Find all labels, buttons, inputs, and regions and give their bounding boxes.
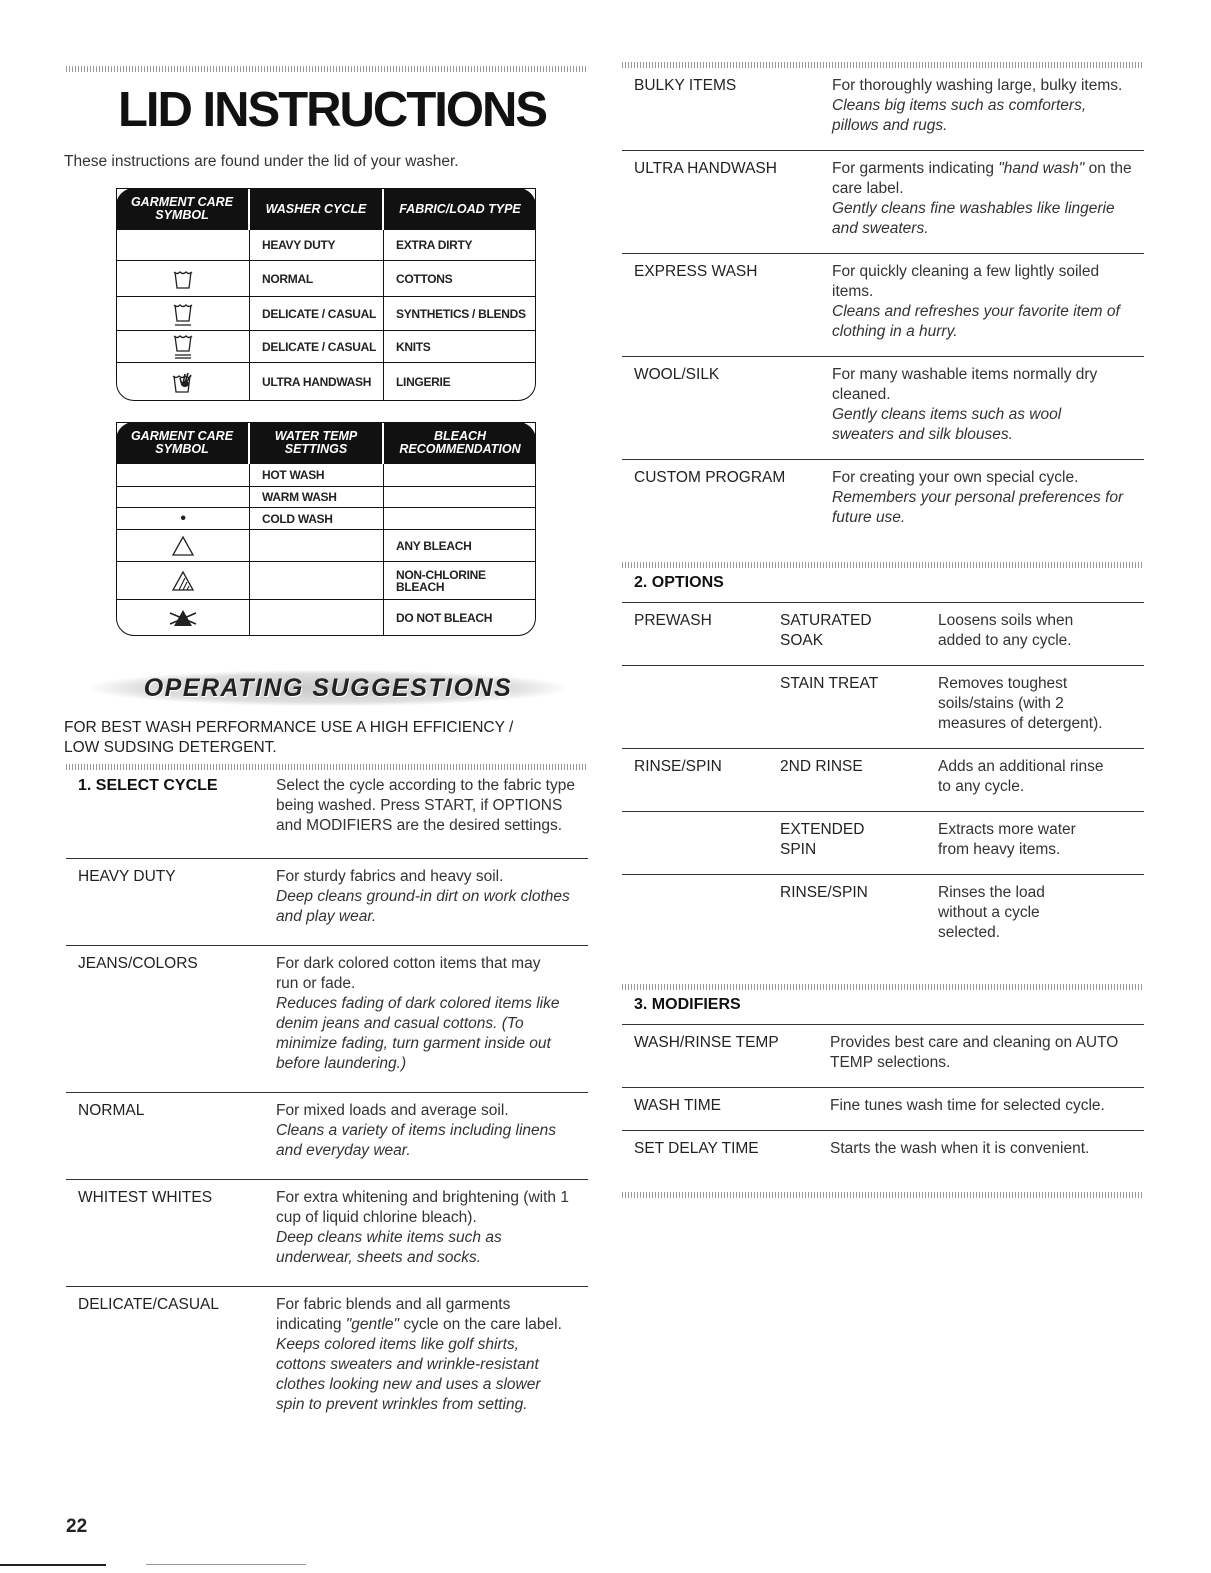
cycle-entry-jeans-colors xyxy=(66,946,588,1093)
header-garment-care: GARMENT CARE SYMBOL xyxy=(130,429,234,456)
header-bleach: BLEACH RECOMMENDATION xyxy=(382,422,536,464)
option-name: RINSE/SPIN xyxy=(780,884,868,901)
table-row xyxy=(117,362,535,400)
cycle-desc-italic: Remembers your personal preferences for future use. xyxy=(832,489,1124,526)
bleach-cell: DO NOT BLEACH xyxy=(383,600,535,635)
cycle-cell: NORMAL xyxy=(249,261,383,296)
cycle-desc-italic: Deep cleans white items such as underwear, sheets and socks. xyxy=(276,1229,502,1266)
option-desc: Adds an additional rinse to any cycle. xyxy=(938,758,1104,795)
symbol-cell xyxy=(117,487,249,507)
select-cycle-section xyxy=(66,768,588,1433)
tub-single-bar-icon xyxy=(117,297,249,330)
bottom-rule-right xyxy=(146,1564,306,1565)
cycle-entry-normal xyxy=(66,1093,588,1180)
cycle-entry-express-wash xyxy=(622,254,1144,357)
cycle-label: EXPRESS WASH xyxy=(634,263,758,280)
option-row xyxy=(622,875,1144,957)
option-desc: Loosens soils when added to any cycle. xyxy=(938,612,1074,649)
header-garment-care: GARMENT CARE SYMBOL xyxy=(130,195,234,222)
table-row xyxy=(117,464,535,486)
cycle-desc-italic: Gently cleans fine washables like lingerie and sweaters. xyxy=(832,200,1115,237)
bottom-rule-left xyxy=(0,1564,106,1566)
cycle-entry-delicate-casual xyxy=(66,1287,588,1433)
cycle-entry-whitest-whites xyxy=(66,1180,588,1287)
cycle-desc-text: For dark colored cotton items that may run or fade. xyxy=(276,955,541,992)
triangle-icon xyxy=(117,530,249,561)
cycle-desc xyxy=(276,1295,566,1415)
fabric-cell: EXTRA DIRTY xyxy=(383,230,535,260)
modifier-desc: Provides best care and cleaning on AUTO TEMP selections. xyxy=(830,1034,1119,1071)
option-desc: Removes toughest soils/stains (with 2 measures of detergent). xyxy=(938,675,1103,732)
top-rule-left xyxy=(66,66,588,72)
header-water-temp: WATER TEMP SETTINGS xyxy=(248,422,382,464)
cycle-label: WHITEST WHITES xyxy=(78,1189,213,1206)
cycle-desc-italic: Keeps colored items like golf shirts, cottons sweaters and wrinkle-resistant clothes looking new and uses a slower spin to prevent wrinkles from setting. xyxy=(276,1336,541,1413)
option-group: PREWASH xyxy=(634,612,712,629)
fabric-cell: KNITS xyxy=(383,331,535,362)
table-row xyxy=(117,599,535,635)
option-row xyxy=(622,749,1144,812)
modifier-desc: Starts the wash when it is convenient. xyxy=(830,1140,1090,1157)
modifier-row xyxy=(622,1131,1144,1167)
table-row xyxy=(117,330,535,362)
do-not-bleach-icon xyxy=(117,600,249,635)
cycle-cell: ULTRA HANDWASH xyxy=(249,363,383,400)
option-desc: Rinses the load without a cycle selected. xyxy=(938,884,1045,941)
option-group xyxy=(622,674,780,734)
cycle-desc-italic: Cleans a variety of items including linens and everyday wear. xyxy=(276,1122,556,1159)
bleach-cell xyxy=(383,464,535,486)
modifier-desc: Fine tunes wash time for selected cycle. xyxy=(830,1097,1105,1114)
bleach-cell xyxy=(383,508,535,529)
modifier-label: SET DELAY TIME xyxy=(634,1140,759,1157)
tub-double-bar-icon xyxy=(117,331,249,362)
options-heading: 2. OPTIONS xyxy=(622,566,1144,603)
washer-cycle-table xyxy=(116,188,536,401)
cycle-desc-text: For extra whitening and brightening (with 1 cup of liquid chlorine bleach). xyxy=(276,1189,569,1226)
table-row xyxy=(117,260,535,296)
cycle-entry-heavy-duty xyxy=(66,859,588,946)
cycle-desc-text: For mixed loads and average soil. xyxy=(276,1102,509,1119)
table-row xyxy=(117,230,535,260)
table-row xyxy=(117,529,535,561)
cycle-desc xyxy=(832,365,1122,445)
cycle-cell: DELICATE / CASUAL xyxy=(249,331,383,362)
option-name: 2ND RINSE xyxy=(780,758,863,775)
cycle-desc-post: cycle on the care label. xyxy=(399,1316,562,1333)
option-row xyxy=(622,812,1144,875)
cycle-desc-pre: For garments indicating xyxy=(832,160,999,177)
fabric-cell: COTTONS xyxy=(383,261,535,296)
temp-cell xyxy=(249,562,383,599)
cycle-cell: DELICATE / CASUAL xyxy=(249,297,383,330)
cycle-desc-text: For quickly cleaning a few lightly soiled items. xyxy=(832,263,1100,300)
table-row xyxy=(117,561,535,599)
cycle-desc-text xyxy=(832,160,1132,197)
banner-text: OPERATING SUGGESTIONS xyxy=(143,673,513,702)
hatched-triangle-icon xyxy=(117,562,249,599)
option-group: RINSE/SPIN xyxy=(634,758,722,775)
water-bleach-table-header xyxy=(116,422,536,464)
cycle-desc xyxy=(832,159,1137,239)
page-title: LID INSTRUCTIONS xyxy=(118,83,547,137)
water-bleach-table xyxy=(116,422,536,636)
options-section xyxy=(622,566,1144,957)
cycle-desc xyxy=(832,262,1122,342)
cycle-desc-text: For creating your own special cycle. xyxy=(832,469,1079,486)
cycle-entry-ultra-handwash xyxy=(622,151,1144,254)
cycle-desc xyxy=(832,76,1132,136)
cold-dot-icon: • xyxy=(180,509,186,527)
rule-bottom-right xyxy=(622,1192,1144,1198)
option-group xyxy=(622,820,780,860)
bleach-cell: ANY BLEACH xyxy=(383,530,535,561)
washer-cycle-table-header xyxy=(116,188,536,230)
cycle-desc xyxy=(832,468,1132,528)
modifier-row xyxy=(622,1088,1144,1131)
temp-cell: WARM WASH xyxy=(249,487,383,507)
cycle-desc-italic: Cleans big items such as comforters, pillows and rugs. xyxy=(832,97,1087,134)
cycle-desc-italic: Reduces fading of dark colored items like denim jeans and casual cottons. (To minimize fading, turn garment inside out before laundering.) xyxy=(276,995,560,1072)
select-cycle-entry xyxy=(66,768,588,859)
fabric-cell: SYNTHETICS / BLENDS xyxy=(383,297,535,330)
cycles-right-section xyxy=(622,68,1144,542)
cycle-desc-text: For many washable items normally dry cleaned. xyxy=(832,366,1098,403)
cycle-desc-text: For sturdy fabrics and heavy soil. xyxy=(276,868,504,885)
hand-wash-icon xyxy=(117,363,249,400)
option-group xyxy=(622,883,780,943)
cycle-label: HEAVY DUTY xyxy=(78,868,176,885)
cycle-label: JEANS/COLORS xyxy=(78,955,198,972)
cycle-entry-custom-program xyxy=(622,460,1144,542)
cycle-label: DELICATE/CASUAL xyxy=(78,1296,219,1313)
select-cycle-heading: 1. SELECT CYCLE xyxy=(78,777,218,794)
cycle-desc-quote: "gentle" xyxy=(345,1316,400,1333)
cycle-entry-bulky-items xyxy=(622,68,1144,151)
header-washer-cycle: WASHER CYCLE xyxy=(248,188,382,230)
cycle-desc-italic: Gently cleans items such as wool sweaters and silk blouses. xyxy=(832,406,1062,443)
option-name: EXTENDED SPIN xyxy=(780,821,865,858)
cycle-label: NORMAL xyxy=(78,1102,145,1119)
temp-cell xyxy=(249,600,383,635)
tub-icon xyxy=(117,261,249,296)
cycle-label: CUSTOM PROGRAM xyxy=(634,469,786,486)
option-desc: Extracts more water from heavy items. xyxy=(938,821,1076,858)
cycle-label: BULKY ITEMS xyxy=(634,77,737,94)
option-row xyxy=(622,603,1144,666)
temp-cell: COLD WASH xyxy=(249,508,383,529)
header-fabric-load: FABRIC/LOAD TYPE xyxy=(382,188,536,230)
cycle-entry-wool-silk xyxy=(622,357,1144,460)
table-row xyxy=(117,507,535,529)
fabric-cell: LINGERIE xyxy=(383,363,535,400)
cycle-desc xyxy=(276,1188,576,1268)
modifier-row xyxy=(622,1025,1144,1088)
cycle-desc-text: For thoroughly washing large, bulky items. xyxy=(832,77,1123,94)
cycle-desc-text xyxy=(276,1296,562,1333)
bleach-cell: NON-CHLORINE BLEACH xyxy=(383,562,535,599)
cycle-desc-post: on the care label. xyxy=(832,160,1132,197)
cycle-desc-italic: Cleans and refreshes your favorite item of clothing in a hurry. xyxy=(832,303,1120,340)
cycle-desc-quote: "hand wash" xyxy=(998,160,1085,177)
cycle-desc-pre: For fabric blends and all garments indicating xyxy=(276,1296,511,1333)
table-row xyxy=(117,486,535,507)
page-number: 22 xyxy=(66,1516,88,1537)
option-name: STAIN TREAT xyxy=(780,675,879,692)
cycle-desc xyxy=(276,1101,566,1161)
modifier-label: WASH TIME xyxy=(634,1097,721,1114)
modifiers-heading: 3. MODIFIERS xyxy=(622,988,1144,1025)
operating-suggestions-banner xyxy=(90,670,566,706)
cycle-label: WOOL/SILK xyxy=(634,366,720,383)
cycle-label: ULTRA HANDWASH xyxy=(634,160,777,177)
cycle-desc xyxy=(276,954,566,1074)
option-name: SATURATED SOAK xyxy=(780,612,872,649)
option-row xyxy=(622,666,1144,749)
table-row xyxy=(117,296,535,330)
symbol-cell xyxy=(117,230,249,260)
select-cycle-desc: Select the cycle according to the fabric type being washed. Press START, if OPTIONS and MODIFIERS are the desired settings. xyxy=(276,777,575,834)
cycle-desc-italic: Deep cleans ground-in dirt on work clothes and play wear. xyxy=(276,888,570,925)
modifier-label: WASH/RINSE TEMP xyxy=(634,1034,779,1051)
bleach-cell xyxy=(383,487,535,507)
temp-cell: HOT WASH xyxy=(249,464,383,486)
cycle-desc xyxy=(276,867,576,927)
temp-cell xyxy=(249,530,383,561)
symbol-cell xyxy=(117,464,249,486)
cycle-cell: HEAVY DUTY xyxy=(249,230,383,260)
modifiers-section xyxy=(622,988,1144,1167)
intro-text: These instructions are found under the lid of your washer. xyxy=(64,153,459,170)
best-wash-note: FOR BEST WASH PERFORMANCE USE A HIGH EFFICIENCY / LOW SUDSING DETERGENT. xyxy=(64,719,514,756)
